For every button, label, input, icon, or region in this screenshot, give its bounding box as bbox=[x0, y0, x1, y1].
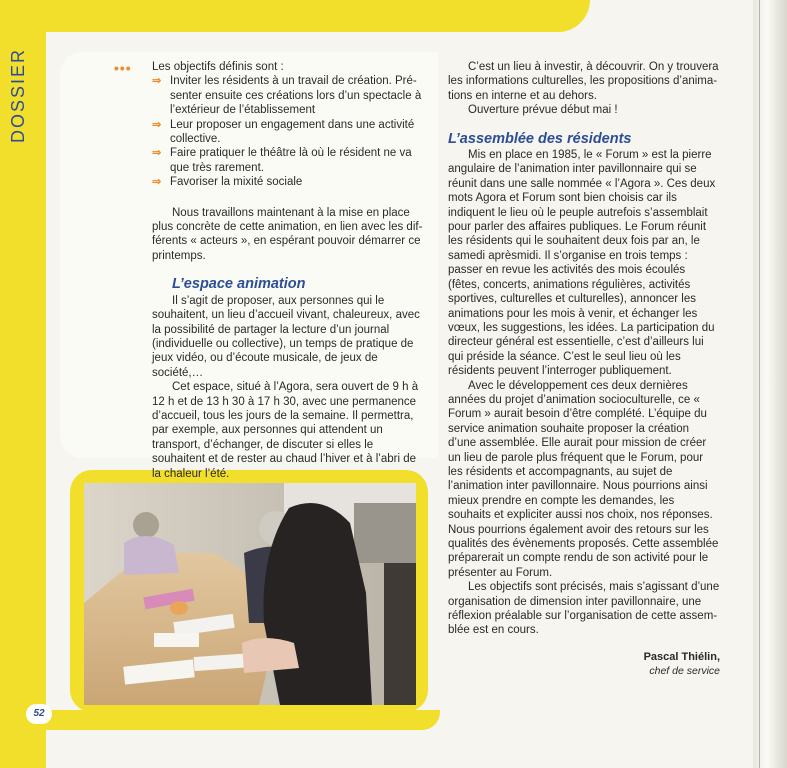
objective-item bbox=[152, 74, 424, 117]
signature bbox=[448, 650, 720, 679]
workshop-photo bbox=[84, 483, 416, 705]
paragraph: Ouverture prévue début mai ! bbox=[468, 104, 618, 117]
signature-role: chef de service bbox=[649, 665, 720, 678]
paragraph: Cet espace, situé à l’Agora, sera ouvert de 9 h à 12 h et de 13 h 30 à 17 h 30, avec une permanence d’accueil, tous les jours de la semaine. Il permettra, par exemple, aux personnes qui attendent un transport, d’échanger, de discuter si elles le souhaitent et de rester au chaud l’hiver et à l’abri de la chaleur l’été. bbox=[152, 381, 419, 480]
left-column bbox=[152, 60, 424, 481]
bottom-yellow-band bbox=[0, 710, 440, 730]
paragraph: Avec le développement ces deux dernières années du projet d’animation socioculturelle, ce « Forum » aurait besoin d’être complété. L’équipe du service animation souhaite proposer la création d’une assemblée. Elle aurait pour mission de créer un lieu de parole plus fréquent que le Forum, pour les résidents et accompagnants, au sujet de l’animation inter pavillonnaire. Nous pourrions ainsi mieux prendre en compte les demandes, les souhaits et expliciter aussi nos choix, nos réponses. Nous pourrions également avoir des retours sur les qualités des évènements proposés. Cette assemblée préparerait un compte rendu de son activité pour le présenter au Forum. bbox=[448, 379, 719, 579]
paragraph: Il s’agit de proposer, aux personnes qui le souhaitent, un lieu d’accueil vivant, chaleureux, avec la possibilité de partager la lecture d’un journal (individuelle ou collective), un temps de pratique de jeux vidéo, ou d’écoute musicale, de jeux de société,… bbox=[152, 294, 420, 379]
objective-item bbox=[152, 146, 424, 175]
objective-text: Inviter les résidents à un travail de création. Présenter ensuite ces créations lors d’un spectacle à l’extérieur de l’établissement bbox=[170, 75, 422, 117]
right-column bbox=[448, 60, 720, 679]
double-arrow-icon: ⇒ bbox=[152, 147, 162, 160]
objective-item bbox=[152, 118, 424, 147]
paragraph: C’est un lieu à investir, à découvrir. On y trouvera les informations culturelles, les propositions d’animations en interne et au dehors. bbox=[448, 61, 719, 102]
objective-text: Faire pratiquer le théâtre là où le résident ne va que très rarement. bbox=[170, 147, 412, 174]
paragraph: Mis en place en 1985, le « Forum » est la pierre angulaire de l’animation inter pavillonnaire qui se réunit dans une salle nommée « l’Agora ». Ces deux mots Agora et Forum sont bien choisis car ils indiquent le lieu où le peuple autrefois s’assemblait pour parler des affaires publiques. Le Forum réunit les résidents qui le souhaitent deux fois par an, le samedi aprèsmidi. Il s’organise en trois temps : passer en revue les activités des mois écoulés (fêtes, concerts, animations régulières, activités sportives, culturelles et culturelles), annoncer les animations pour les mois à venir, et échanger les vœux, les suggestions, les idées. La participation du directeur général est essentielle, c’est d’ailleurs lui qui préside la séance. C’est le seul lieu où les résidents peuvent l’interroger publiquement. bbox=[448, 149, 716, 378]
double-arrow-icon: ⇒ bbox=[152, 176, 162, 189]
three-dots-icon: ••• bbox=[114, 60, 132, 76]
heading-espace-animation: L’espace animation bbox=[172, 276, 306, 293]
objectives-intro: Les objectifs définis sont : bbox=[152, 61, 284, 73]
double-arrow-icon: ⇒ bbox=[152, 118, 162, 131]
top-yellow-band bbox=[0, 0, 590, 32]
page-number: 52 bbox=[26, 704, 52, 724]
double-arrow-icon: ⇒ bbox=[152, 75, 162, 88]
signature-name: Pascal Thiélin, bbox=[643, 650, 720, 663]
objective-text: Leur proposer un engagement dans une activité collective. bbox=[170, 118, 415, 146]
section-label: DOSSIER bbox=[8, 47, 28, 143]
objective-item bbox=[152, 175, 424, 189]
objective-text: Favoriser la mixité sociale bbox=[170, 176, 303, 189]
heading-assemblee-residents: L’assemblée des résidents bbox=[448, 130, 632, 147]
page-binding-edge bbox=[753, 0, 787, 768]
paragraph: Les objectifs sont précisés, mais s’agissant d’une organisation de dimension inter pavillonnaire, une réflexion préalable sur l’organisation de cette assemblée est en cours. bbox=[448, 581, 720, 637]
paragraph: Nous travaillons maintenant à la mise en place plus concrète de cette animation, en lien avec les différents « acteurs », en espérant pouvoir démarrer ce printemps. bbox=[152, 206, 423, 262]
